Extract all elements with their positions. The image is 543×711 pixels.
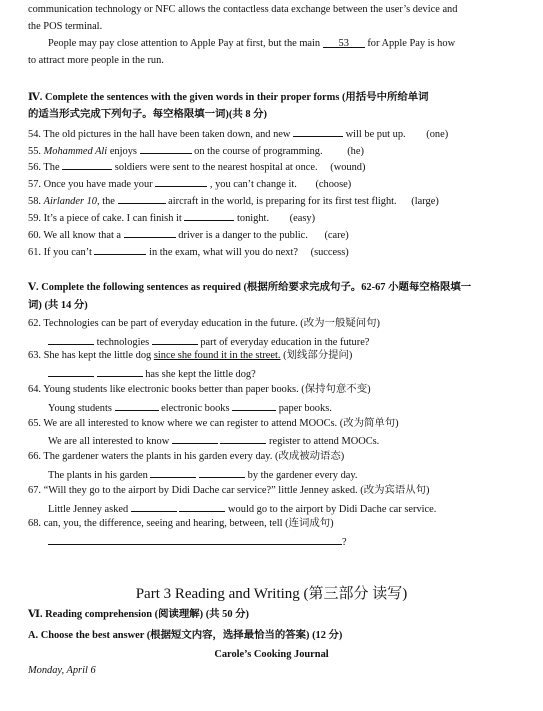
word-hint: (he) (347, 146, 364, 157)
question-text: 56. The (28, 162, 60, 173)
question-text: 60. We all know that a (28, 230, 122, 241)
question-66: 66. The gardener waters the plants in his garden every day. (改成被动语态) (28, 451, 345, 462)
journal-date: Monday, April 6 (28, 665, 96, 676)
question-63 (28, 350, 352, 362)
question-text: 57. Once you have made your (28, 179, 153, 190)
answer-text: Little Jenney asked (48, 504, 129, 515)
section-5-title-cont: 词) (共 14 分) (28, 300, 88, 311)
answer-text: by the gardener every day. (247, 470, 358, 481)
answer-text: paper books. (278, 403, 332, 414)
word-hint: (success) (310, 247, 349, 258)
question-62: 62. Technologies can be part of everyday education in the future. (改为一般疑问句) (28, 318, 380, 329)
question-text: 61. If you can’t (28, 247, 92, 258)
section-4-title-cont: 的适当形式完成下列句子。每空格限填一词)(共 8 分) (28, 109, 267, 120)
answer-blank[interactable] (150, 468, 196, 478)
answer-63 (48, 367, 256, 381)
question-68: 68. can, you, the difference, seeing and hearing, between, tell (连词成句) (28, 518, 334, 529)
answer-text: We are all interested to know (48, 436, 170, 447)
question-text: soldiers were sent to the nearest hospital at once. (114, 162, 318, 173)
question-text: enjoys (109, 146, 137, 157)
question-65: 65. We are all interested to know where we can register to attend MOOCs. (改为简单句) (28, 418, 399, 429)
question-number: 58. (28, 196, 41, 207)
word-hint: (large) (411, 196, 439, 207)
question-number: 55. (28, 146, 41, 157)
answer-blank[interactable] (115, 401, 159, 411)
answer-blank[interactable] (152, 335, 198, 345)
section-a-title: A. Choose the best answer (根据短文内容，选择最恰当的答案) (12 分) (28, 630, 343, 641)
intro-line-2: the POS terminal. (28, 21, 103, 32)
answer-text: register to attend MOOCs. (269, 436, 380, 447)
answer-blank[interactable] (184, 211, 234, 221)
answer-blank[interactable] (131, 502, 177, 512)
question-67: 67. “Will they go to the airport by Didi Dache car service?” little Jenney asked. (改为宾语从句) (28, 485, 430, 496)
answer-blank[interactable] (199, 468, 245, 478)
underlined-part: since she found it in the street. (153, 350, 281, 361)
question-text: aircraft in the world, is preparing for its first test flight. (168, 196, 397, 207)
answer-64 (48, 401, 332, 415)
question-56 (28, 160, 365, 174)
intro-text: People may pay close attention to Apple Pay at first, but the main (48, 38, 321, 49)
word-hint: (easy) (289, 213, 316, 224)
question-text: 59. It’s a piece of cake. I can finish it (28, 213, 182, 224)
question-text: 54. The old pictures in the hall have been taken down, and new (28, 129, 291, 140)
answer-blank[interactable] (172, 434, 218, 444)
answer-blank[interactable] (48, 335, 94, 345)
question-text: , you can’t change it. (209, 179, 297, 190)
answer-blank[interactable] (62, 160, 112, 170)
answer-blank[interactable] (124, 228, 176, 238)
answer-text: electronic books (161, 403, 230, 414)
section-4-title: Ⅳ. Complete the sentences with the given words in their proper forms (用括号中所给单词 (28, 92, 429, 103)
answer-66 (48, 468, 358, 482)
word-hint: (one) (426, 129, 449, 140)
question-61 (28, 245, 349, 259)
question-60 (28, 228, 349, 242)
answer-blank[interactable] (140, 144, 192, 154)
answer-blank[interactable] (179, 502, 225, 512)
question-mark: ? (342, 537, 347, 548)
question-55 (28, 144, 364, 158)
section-5-title: Ⅴ. Complete the following sentences as required (根据所给要求完成句子。62-67 小题每空格限填一 (28, 282, 472, 293)
question-64: 64. Young students like electronic books better than paper books. (保持句意不变) (28, 384, 371, 395)
answer-line[interactable] (48, 535, 342, 545)
question-text: on the course of programming. (194, 146, 323, 157)
answer-text: would go to the airport by Didi Dache car service. (228, 504, 437, 515)
word-hint: (care) (324, 230, 349, 241)
answer-62 (48, 335, 369, 349)
answer-text: has she kept the little dog? (145, 369, 256, 380)
blank-53[interactable] (323, 38, 365, 48)
word-hint: (choose) (315, 179, 352, 190)
answer-text: technologies (96, 337, 150, 348)
question-text: (划线部分提问) (280, 350, 353, 361)
question-text: will be put up. (345, 129, 406, 140)
answer-blank[interactable] (48, 367, 94, 377)
answer-blank[interactable] (97, 367, 143, 377)
intro-text: for Apple Pay is how (367, 38, 456, 49)
question-text-italic: Airlander 10 (43, 196, 98, 207)
question-text: , the (97, 196, 115, 207)
intro-line-3 (48, 38, 455, 50)
answer-blank[interactable] (94, 245, 146, 255)
question-text: in the exam, what will you do next? (149, 247, 298, 258)
question-text: driver is a danger to the public. (178, 230, 308, 241)
part-3-title: Part 3 Reading and Writing (第三部分 读写) (135, 586, 408, 602)
question-text: 63. She has kept the little dog (28, 350, 154, 361)
answer-67 (48, 502, 436, 516)
question-59 (28, 211, 315, 225)
answer-blank[interactable] (232, 401, 276, 411)
question-text: tonight. (237, 213, 270, 224)
answer-blank[interactable] (293, 127, 343, 137)
word-hint: (wound) (330, 162, 366, 173)
journal-title: Carole’s Cooking Journal (214, 649, 329, 660)
intro-line-4: to attract more people in the run. (28, 55, 164, 66)
answer-65 (48, 434, 379, 448)
question-58 (28, 194, 439, 208)
answer-blank[interactable] (220, 434, 266, 444)
answer-text: part of everyday education in the future? (200, 337, 370, 348)
section-6-title: Ⅵ. Reading comprehension (阅读理解) (共 50 分) (28, 609, 250, 620)
answer-blank[interactable] (155, 177, 207, 187)
question-text-italic: Mohammed Ali (43, 146, 108, 157)
question-57 (28, 177, 351, 191)
answer-text: Young students (48, 403, 112, 414)
question-54 (28, 127, 448, 141)
answer-68 (48, 535, 347, 549)
answer-text: The plants in his garden (48, 470, 148, 481)
answer-blank[interactable] (118, 194, 166, 204)
intro-line-1: communication technology or NFC allows the contactless data exchange between the user’s device and (28, 4, 458, 15)
blank-number: 53 (338, 38, 349, 49)
